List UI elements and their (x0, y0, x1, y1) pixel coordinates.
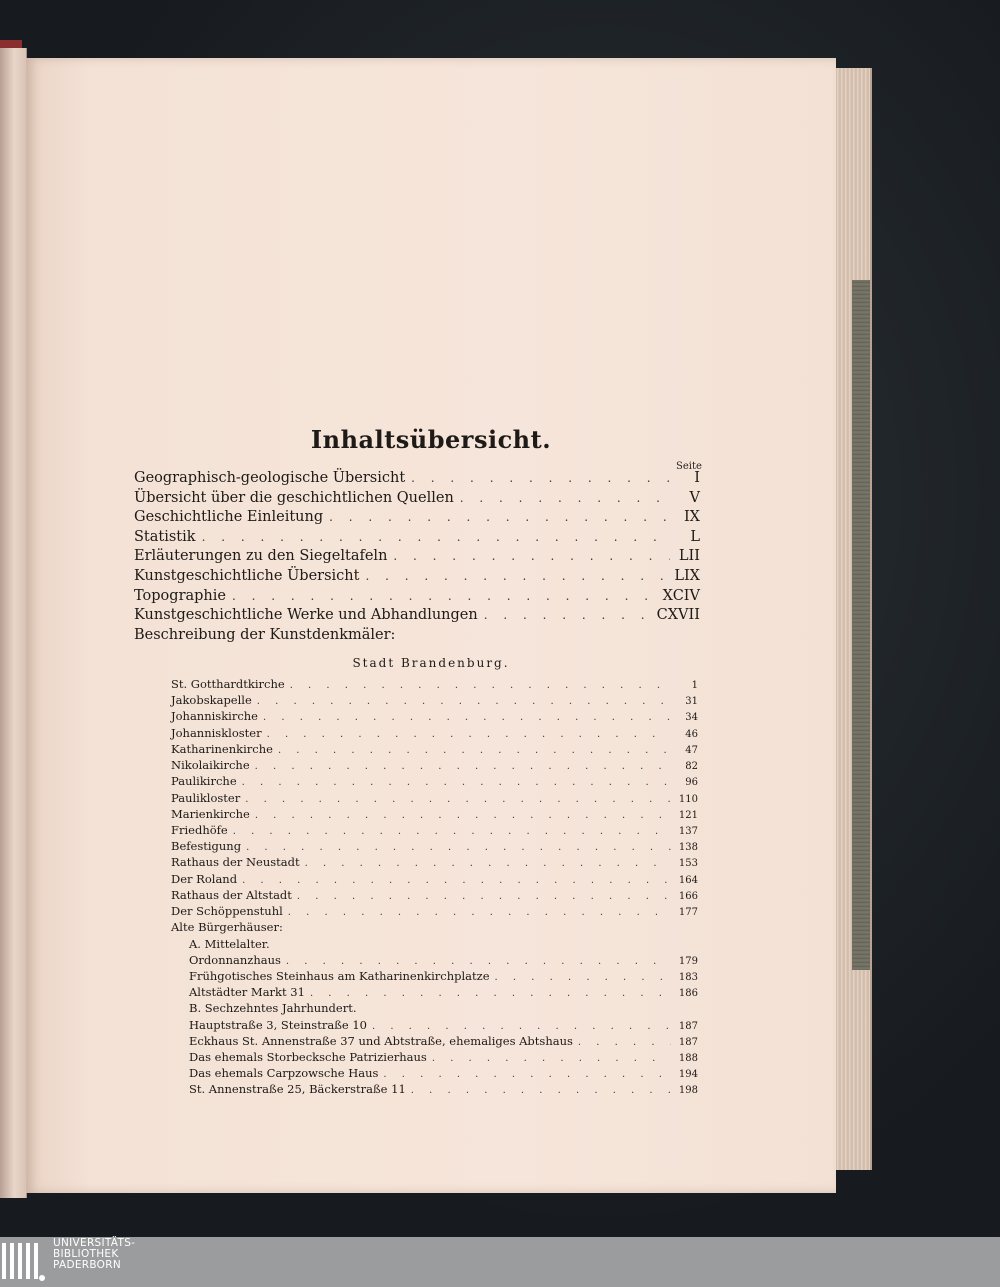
section-heading: Stadt Brandenburg. (352, 656, 510, 670)
toc-entry (171, 888, 698, 904)
toc-entry (171, 839, 698, 855)
toc-entry (171, 726, 698, 742)
toc-entry-page: 96 (685, 777, 698, 789)
toc-entry (134, 470, 700, 490)
toc-entry-page: 121 (678, 809, 698, 821)
library-logo-text (53, 1238, 135, 1271)
toc-entry (171, 1082, 698, 1098)
dot-leader (393, 549, 670, 563)
toc-entry-page: 34 (685, 712, 698, 724)
toc-entry-page: 31 (685, 696, 698, 708)
dot-leader (383, 1069, 671, 1080)
toc-entry (171, 709, 698, 725)
toc-entry-label: Alte Bürgerhäuser: (171, 920, 283, 935)
toc-entry (134, 607, 700, 627)
toc-entry-page: 186 (678, 988, 698, 1000)
toc-entry-label: Marienkirche (171, 806, 250, 821)
toc-entry (171, 807, 698, 823)
toc-entry-label: Rathaus der Altstadt (171, 887, 292, 902)
toc-entry (171, 1001, 698, 1017)
toc-entry-label: St. Gotthardtkirche (171, 677, 285, 691)
dot-leader (290, 680, 671, 691)
dot-leader (246, 842, 671, 853)
toc-entry-label: Das ehemals Carpzowsche Haus (189, 1066, 379, 1081)
toc-entry-label: Geschichtliche Einleitung (134, 509, 324, 526)
toc-entry-page: 179 (678, 955, 698, 967)
toc-entry (171, 969, 698, 985)
toc-entry-label: Kunstgeschichtliche Werke und Abhandlungen (134, 607, 478, 624)
toc-entry (134, 568, 700, 588)
toc-entry-page: 137 (678, 825, 698, 837)
dot-leader (329, 510, 670, 524)
dot-leader (305, 858, 671, 869)
page-column-label: Seite (676, 461, 702, 472)
toc-entry-page: 46 (685, 728, 698, 740)
dot-leader (242, 777, 671, 788)
toc-entry-label: St. Annenstraße 25, Bäckerstraße 11 (189, 1082, 406, 1097)
toc-entry (171, 1018, 698, 1034)
toc-entry (171, 1066, 698, 1082)
toc-entry-page: 183 (678, 971, 698, 983)
toc-entry-page: V (689, 489, 700, 506)
toc-entry (134, 548, 700, 568)
dot-leader (232, 589, 657, 603)
toc-entry (171, 758, 698, 774)
toc-entry-page: LIX (674, 567, 700, 584)
logo-line-1: UNIVERSITÄTS- (53, 1237, 136, 1249)
toc-entry-page: 177 (678, 907, 698, 919)
toc-entry-page: I (694, 470, 700, 486)
dot-leader (372, 1021, 671, 1032)
book-cover-strip (852, 280, 870, 970)
toc-entry (171, 693, 698, 709)
toc-entry-page: 188 (678, 1053, 698, 1065)
toc-entry-label: Kunstgeschichtliche Übersicht (134, 567, 360, 584)
toc-entry (171, 904, 698, 920)
toc-main-list (134, 470, 700, 646)
toc-entry-label: Katharinenkirche (171, 741, 273, 756)
dot-leader (257, 696, 671, 707)
toc-entry-label: Jakobskapelle (171, 693, 252, 708)
toc-entry-page: 164 (678, 874, 698, 886)
logo-line-2: BIBLIOTHEK (53, 1248, 119, 1260)
toc-entry-page: 110 (678, 793, 698, 805)
toc-entry-label: Johanniskirche (171, 709, 258, 724)
toc-entry-page: 82 (685, 761, 698, 773)
toc-entry-label: Erläuterungen zu den Siegeltafeln (134, 548, 388, 565)
toc-entry-label: Beschreibung der Kunstdenkmäler: (134, 626, 396, 643)
toc-entry-page: 198 (678, 1085, 698, 1097)
toc-entry-page: XCIV (662, 587, 700, 604)
toc-entry-label: Eckhaus St. Annenstraße 37 und Abtstraße, ehemaliges Abtshaus (189, 1033, 573, 1048)
dot-leader (278, 745, 671, 756)
toc-entry (171, 774, 698, 790)
toc-entry-label: Hauptstraße 3, Steinstraße 10 (189, 1017, 367, 1032)
toc-entry (171, 1050, 698, 1066)
toc-entry-label: Ordonnanzhaus (189, 952, 281, 967)
toc-entry-label: Paulikirche (171, 774, 237, 789)
logo-line-3: PADERBORN (53, 1259, 121, 1271)
toc-entry (134, 490, 700, 510)
toc-entry-page: LII (678, 548, 700, 565)
dot-leader (286, 956, 671, 967)
toc-entry (171, 791, 698, 807)
toc-entry-label: Das ehemals Storbecksche Patrizierhaus (189, 1050, 427, 1065)
dot-leader (255, 810, 671, 821)
dot-leader (460, 491, 670, 505)
dot-leader (411, 1085, 671, 1096)
toc-entry-page: 1 (691, 680, 698, 691)
footer-bar (0, 1237, 1000, 1287)
dot-leader (365, 569, 668, 583)
toc-entry-label: Rathaus der Neustadt (171, 855, 300, 870)
toc-entry-label: Altstädter Markt 31 (189, 985, 305, 1000)
toc-entry-label: Paulikloster (171, 790, 241, 805)
toc-entry (171, 823, 698, 839)
toc-entry-label: Friedhöfe (171, 822, 228, 837)
toc-entry (134, 627, 700, 647)
toc-entry (171, 855, 698, 871)
toc-entry-label: Frühgotisches Steinhaus am Katharinenkirchplatze (189, 968, 490, 983)
toc-entry-label: Der Schöppenstuhl (171, 904, 283, 919)
left-page-edge (0, 48, 27, 1198)
toc-entry-label: Der Roland (171, 871, 238, 886)
toc-entry (171, 985, 698, 1001)
toc-entry-page: 187 (678, 1036, 698, 1048)
toc-entry-label: Nikolaikirche (171, 758, 250, 773)
book-page (26, 58, 836, 1193)
dot-leader (202, 530, 670, 544)
toc-entry (134, 588, 700, 608)
dot-leader (267, 729, 671, 740)
toc-entry-page: 166 (678, 890, 698, 902)
toc-entry (171, 937, 698, 953)
toc-entry-label: Statistik (134, 528, 196, 545)
toc-entry-label: Geographisch-geologische Übersicht (134, 470, 406, 486)
dot-leader (297, 891, 671, 902)
toc-entry-page: CXVII (656, 607, 700, 624)
toc-entry-label: Johanniskloster (171, 725, 262, 740)
toc-entry (171, 953, 698, 969)
dot-leader (242, 875, 671, 886)
toc-entry-label: Befestigung (171, 839, 242, 854)
dot-leader (263, 712, 671, 723)
toc-entry (171, 920, 698, 936)
page-title: Inhaltsübersicht. (310, 425, 552, 454)
toc-entry-page: 138 (678, 842, 698, 854)
dot-leader (245, 794, 671, 805)
toc-entry-page: L (690, 528, 700, 545)
toc-entry (171, 677, 698, 693)
dot-leader (233, 826, 671, 837)
dot-leader (578, 1037, 671, 1048)
toc-entry-page: 187 (678, 1020, 698, 1032)
toc-entry (171, 1034, 698, 1050)
toc-sub-list (171, 677, 698, 1099)
dot-leader (432, 1053, 671, 1064)
toc-entry-label: Übersicht über die geschichtlichen Quellen (134, 489, 454, 506)
library-logo-icon (2, 1240, 46, 1282)
dot-leader (255, 761, 671, 772)
toc-entry (171, 872, 698, 888)
dot-leader (411, 471, 670, 485)
dot-leader (484, 608, 651, 622)
toc-entry-label: Topographie (134, 587, 226, 604)
dot-leader (495, 972, 671, 983)
toc-entry-page: 153 (678, 858, 698, 870)
toc-entry-page: 194 (678, 1069, 698, 1081)
dot-leader (288, 907, 671, 918)
dot-leader (310, 988, 671, 999)
toc-entry-page: 47 (685, 744, 698, 756)
toc-entry (134, 509, 700, 529)
toc-entry (171, 742, 698, 758)
toc-entry-label: B. Sechzehntes Jahrhundert. (189, 1001, 357, 1016)
toc-entry (134, 529, 700, 549)
toc-entry-page: IX (683, 509, 700, 526)
toc-entry-label: A. Mittelalter. (189, 936, 270, 951)
